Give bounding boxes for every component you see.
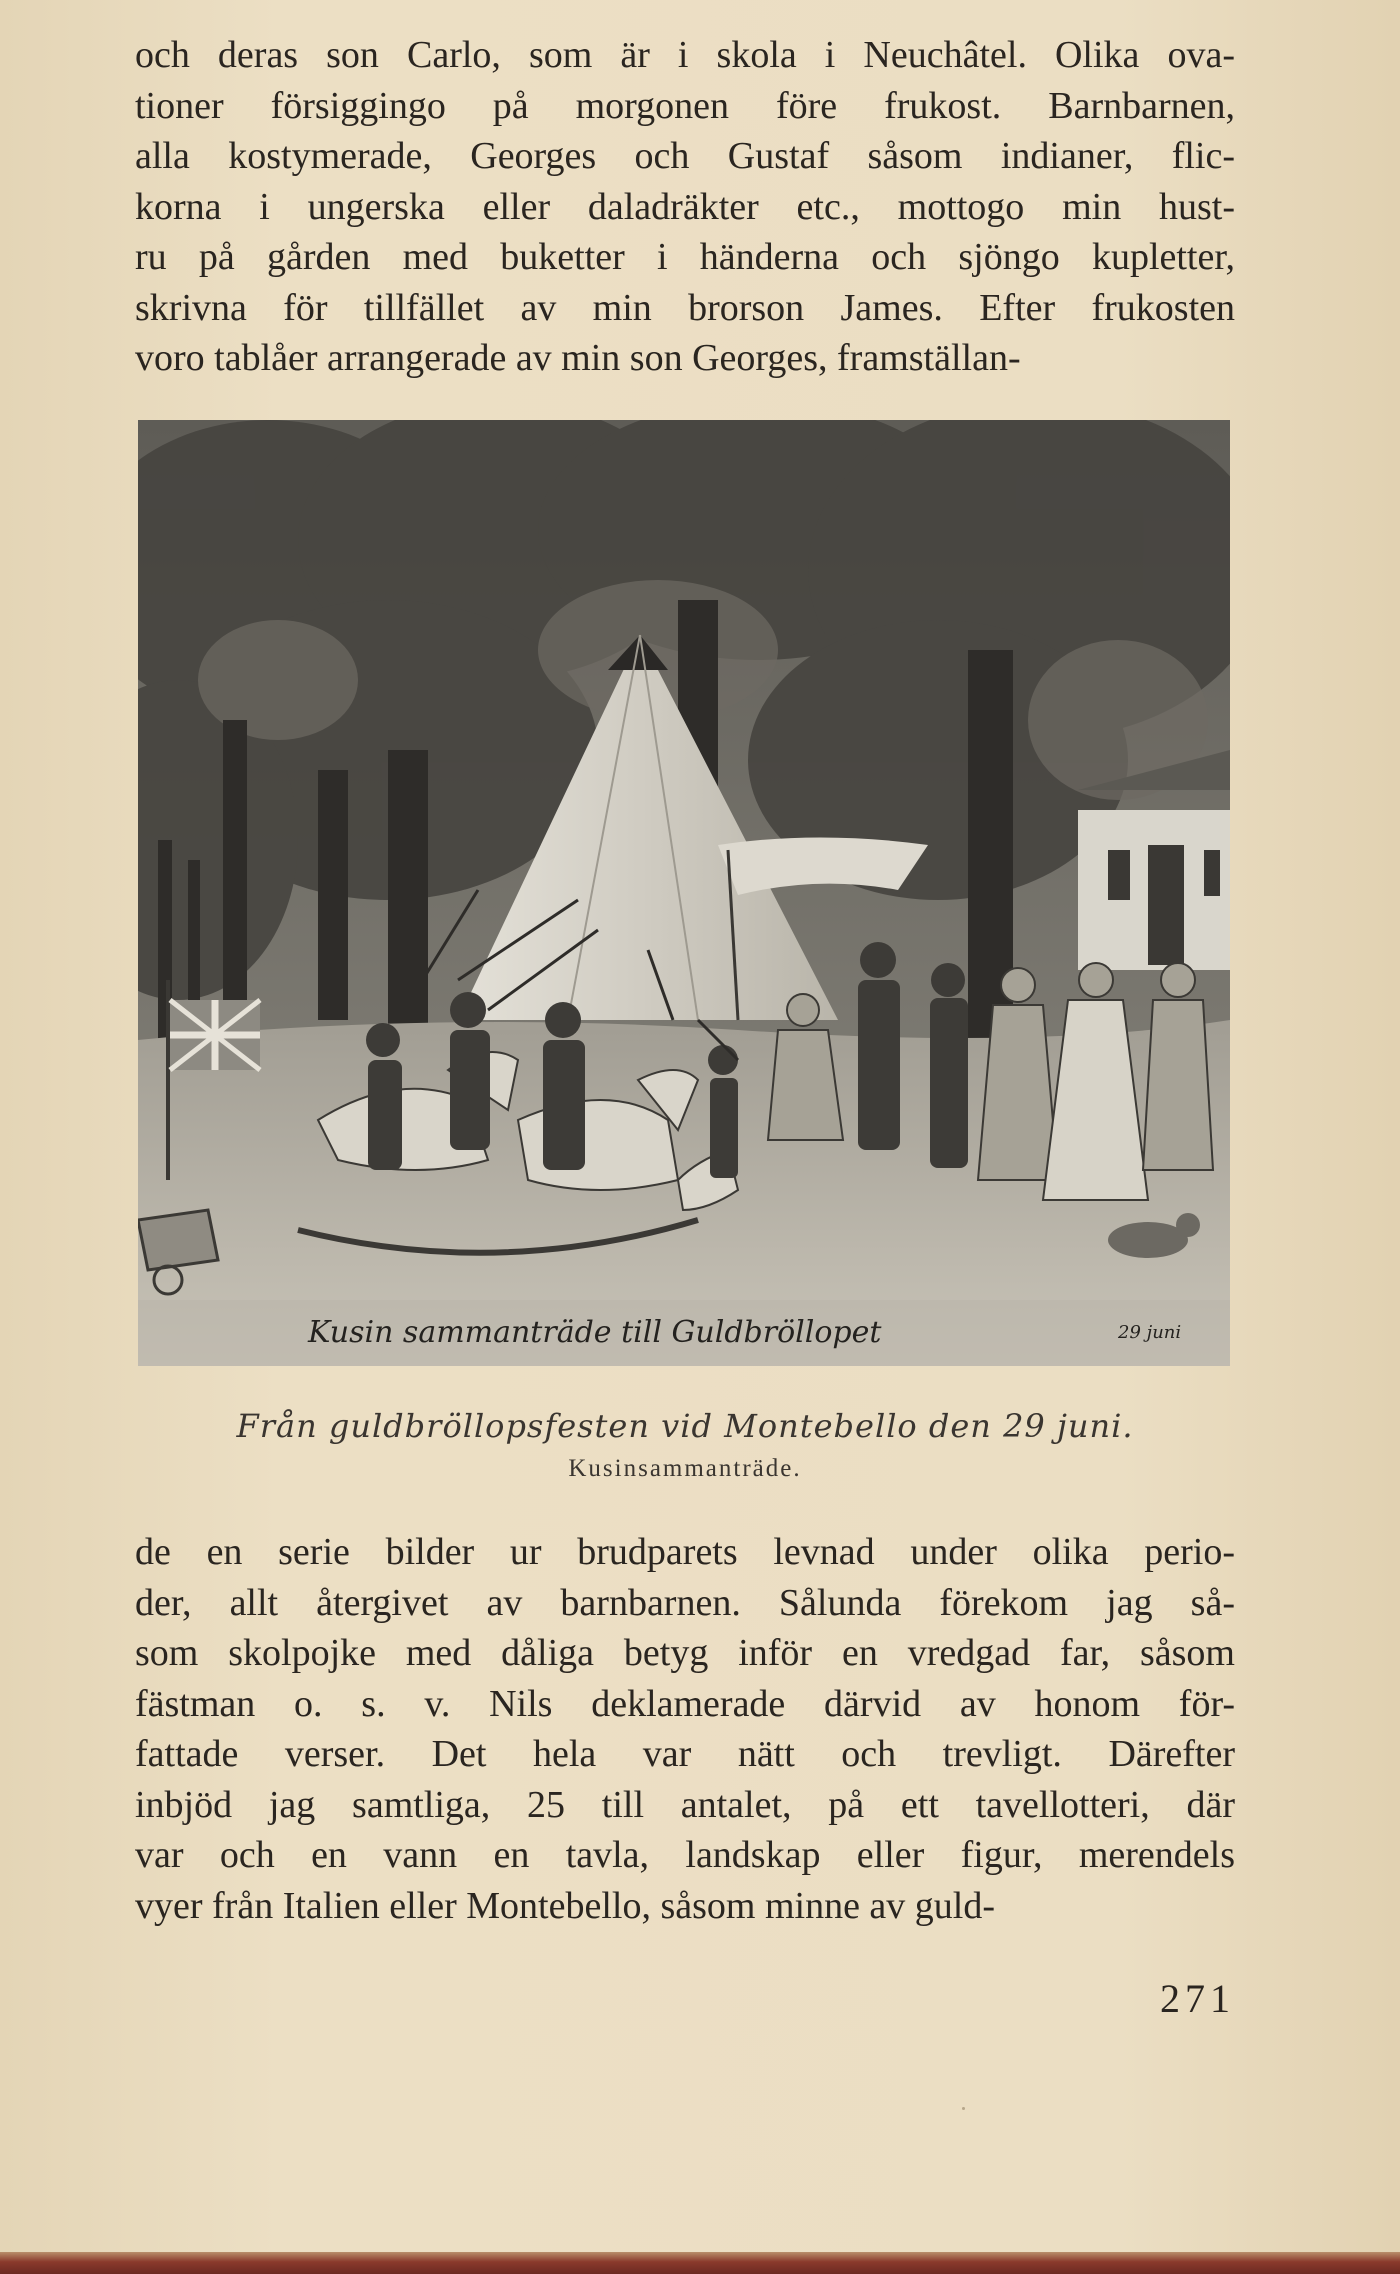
- page-number: 271: [1160, 1976, 1235, 2021]
- text-line: der, allt återgivet av barnbarnen. Sålunda förekom jag så-: [135, 1581, 1235, 1624]
- text-line: ru på gården med buketter i händerna och sjöngo kupletter,: [135, 236, 1235, 278]
- bottom-paragraph: [135, 1527, 1235, 1931]
- text-line: var och en vann en tavla, landskap eller figur, merendels: [135, 1834, 1235, 1876]
- text-line: fästman o. s. v. Nils deklamerade därvid av honom för-: [135, 1682, 1235, 1725]
- text-line: som skolpojke med dåliga betyg inför en vredgad far, såsom: [135, 1632, 1235, 1674]
- figure-caption: Från guldbröllopsfesten vid Montebello den 29 juni.: [236, 1407, 1134, 1445]
- text-line: skrivna för tillfället av min brorson James. Efter frukosten: [135, 286, 1235, 329]
- paper-speck: [962, 2107, 965, 2110]
- text-line: alla kostymerade, Georges och Gustaf såsom indianer, flic-: [135, 135, 1235, 177]
- figure-subcaption: Kusinsammanträde.: [568, 1455, 802, 1482]
- text-line: de en serie bilder ur brudparets levnad under olika perio-: [135, 1531, 1235, 1573]
- text-line: fattade verser. Det hela var nätt och trevligt. Därefter: [135, 1733, 1235, 1775]
- illustration: [138, 420, 1230, 1366]
- garden-party-drawing: [138, 420, 1230, 1366]
- book-binding-edge: [0, 2252, 1400, 2274]
- top-paragraph: [135, 30, 1235, 384]
- inscription-text: Kusin sammanträde till Guldbröllopet: [308, 1315, 882, 1350]
- text-line: korna i ungerska eller daladräkter etc., mottogo min hust-: [135, 185, 1235, 228]
- text-line: och deras son Carlo, som är i skola i Neuchâtel. Olika ova-: [135, 34, 1235, 76]
- text-line: vyer från Italien eller Montebello, såsom minne av guld-: [135, 1884, 996, 1927]
- text-line: voro tablåer arrangerade av min son Georges, framställan-: [135, 337, 1021, 379]
- text-line: tioner försiggingo på morgonen före frukost. Barnbarnen,: [135, 84, 1235, 127]
- signature-text: 29 juni: [1118, 1322, 1182, 1343]
- text-line: inbjöd jag samtliga, 25 till antalet, på ett tavellotteri, där: [135, 1783, 1235, 1826]
